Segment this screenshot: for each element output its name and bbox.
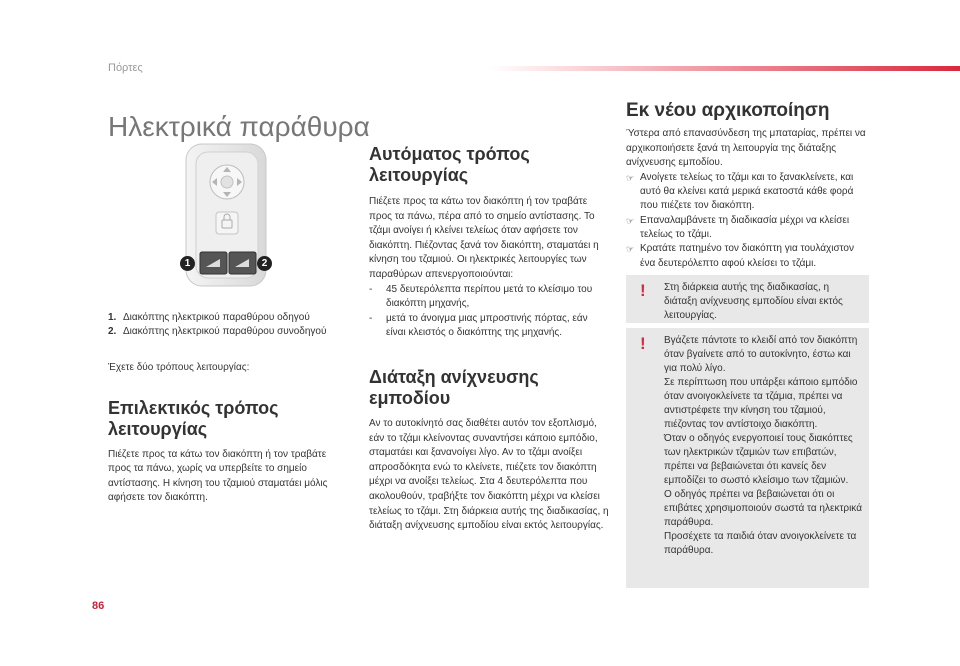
warning-line: Όταν ο οδηγός ενεργοποιεί τους διακόπτες των ηλεκτρικών τζαμιών των επιβατών, πρέπει να βεβαιώνεται ότι κανείς δεν εμποδίζει το σωστό κλείσιμο των τζαμιών. bbox=[664, 433, 853, 486]
warning-line: Βγάζετε πάντοτε το κλειδί από τον διακόπτη όταν βγαίνετε από το αυτοκίνητο, έστω και για πολύ λίγο. bbox=[664, 335, 858, 374]
dash-marker: - bbox=[369, 283, 373, 295]
selective-heading: Επιλεκτικός τρόπος λειτουργίας bbox=[108, 397, 279, 439]
list-item-text: 45 δευτερόλεπτα περίπου μετά το κλείσιμο του διακόπτη μηχανής, bbox=[386, 283, 593, 310]
legend-list bbox=[108, 311, 343, 338]
reinit-body: Ύστερα από επανασύνδεση της μπαταρίας, πρέπει να αρχικοποιήσετε ξανά τη λειτουργία της διάταξης ανίχνευσης εμποδίου. bbox=[626, 128, 866, 169]
anti-pinch-heading: Διάταξη ανίχνευσης εμποδίου bbox=[369, 366, 539, 408]
lock-switch-icon bbox=[216, 212, 238, 234]
list-item bbox=[626, 171, 870, 214]
automatic-body: Πιέζετε προς τα κάτω τον διακόπτη ή τον τραβάτε προς τα πάνω, πέρα από το σημείο αντίστασης. Το τζάμι ανοίγει ή κλείνει τελείως όταν αφήσετε τον διακόπτη. Πιέζοντας ξανά τον διακόπτη, σταματάει η κίνηση του τζαμιού. Οι ηλεκτρικές λειτουργίες των παραθύρων απενεργοποιούνται: bbox=[369, 196, 599, 280]
window-switch-icon bbox=[200, 252, 227, 274]
list-item-text: Ανοίγετε τελείως το τζάμι και το ξανακλείνετε, και αυτό θα κλείνει κατά μερικά εκατοστά κάθε φορά που πιέζετε τον διακόπτη. bbox=[640, 171, 854, 212]
column-middle bbox=[369, 144, 609, 534]
warning-box-safety bbox=[626, 328, 869, 588]
column-right bbox=[626, 100, 870, 271]
automatic-heading: Αυτόματος τρόπος λειτουργίας bbox=[369, 144, 530, 185]
pointing-hand-icon: ☞ bbox=[626, 244, 635, 255]
reinit-heading: Εκ νέου αρχικοποίηση bbox=[626, 100, 830, 121]
section-label: Πόρτες bbox=[108, 62, 143, 74]
anti-pinch-body: Αν το αυτοκίνητό σας διαθέτει αυτόν τον εξοπλισμό, εάν το τζάμι κλείνοντας συναντήσει κάποιο εμπόδιο, σταματάει και ξανανοίγει λίγο. Αν το τζάμι ανοίξει απροσδόκητα ενώ το κλείνετε, πιέζετε τον διακόπτη μέχρι να ανοίξει τελείως. Στα 4 δευτερόλεπτα που ακολουθούν, τραβήξτε τον διακόπτη μέχρι να κλείσει τελείως το τζάμι. Στη διάρκεια αυτής της διαδικασίας, η διάταξη ανίχνευσης εμποδίου είναι εκτός λειτουργίας. bbox=[369, 417, 609, 532]
list-item-text: Επαναλαμβάνετε τη διαδικασία μέχρι να κλείσει τελείως το τζάμι. bbox=[640, 214, 850, 240]
window-switch-icon bbox=[229, 252, 256, 274]
page-number: 86 bbox=[92, 600, 105, 612]
warning-icon: ! bbox=[640, 334, 646, 353]
list-item-text: μετά το άνοιγμα μιας μπροστινής πόρτας, εάν είναι κλειστός ο διακόπτης της μηχανής. bbox=[386, 312, 588, 339]
header-accent-bar bbox=[490, 66, 960, 71]
selective-body: Πιέζετε προς τα κάτω τον διακόπτη ή τον τραβάτε προς τα πάνω, χωρίς να υπερβείτε το σημείο αντίστασης. Η κίνηση του τζαμιού σταματάει μόλις αφήσετε τον διακόπτη. bbox=[108, 448, 328, 504]
legend-number: 2. bbox=[108, 325, 117, 337]
callout-badge-2: 2 bbox=[257, 256, 272, 271]
warning-line: Σε περίπτωση που υπάρξει κάποιο εμπόδιο όταν ανοιγοκλείνετε τα τζάμια, πρέπει να αντιστρέφετε την κίνηση του τζαμιού, πιέζοντας τον αντίστοιχο διακόπτη. bbox=[664, 377, 858, 430]
warning-text-block bbox=[664, 334, 864, 558]
page-title: Ηλεκτρικά παράθυρα bbox=[108, 110, 370, 142]
warning-box-procedure bbox=[626, 275, 869, 323]
legend-text: Διακόπτης ηλεκτρικού παραθύρου συνοδηγού bbox=[123, 325, 327, 337]
pointing-hand-icon: ☞ bbox=[626, 172, 635, 183]
list-item bbox=[369, 312, 609, 341]
list-item-text: Κρατάτε πατημένο τον διακόπτη για τουλάχιστον ένα δευτερόλεπτο αφού κλείσει το τζάμι. bbox=[640, 243, 854, 269]
list-item bbox=[369, 283, 609, 312]
intro-text: Έχετε δύο τρόπους λειτουργίας: bbox=[108, 362, 250, 373]
legend-item bbox=[108, 311, 343, 325]
list-item bbox=[626, 242, 870, 271]
legend-item bbox=[108, 325, 343, 339]
legend-text: Διακόπτης ηλεκτρικού παραθύρου οδηγού bbox=[123, 312, 310, 323]
callout-badge-1: 1 bbox=[180, 256, 195, 271]
arrow-pad-icon bbox=[210, 165, 244, 199]
warning-line: Ο οδηγός πρέπει να βεβαιώνεται ότι οι επιβάτες χρησιμοποιούν σωστά τα ηλεκτρικά παράθυρα. bbox=[664, 489, 862, 528]
warning-icon: ! bbox=[640, 281, 646, 300]
legend-number: 1. bbox=[108, 312, 117, 323]
pointing-hand-icon: ☞ bbox=[626, 215, 635, 226]
dash-marker: - bbox=[369, 312, 373, 324]
warning-line: Προσέχετε τα παιδιά όταν ανοιγοκλείνετε τα παράθυρα. bbox=[664, 531, 857, 556]
list-item bbox=[626, 214, 870, 243]
door-panel-illustration bbox=[176, 142, 280, 292]
warning-text: Στη διάρκεια αυτής της διαδικασίας, η διάταξη ανίχνευσης εμποδίου είναι εκτός λειτουργίας. bbox=[664, 282, 843, 321]
column-left bbox=[108, 311, 343, 506]
